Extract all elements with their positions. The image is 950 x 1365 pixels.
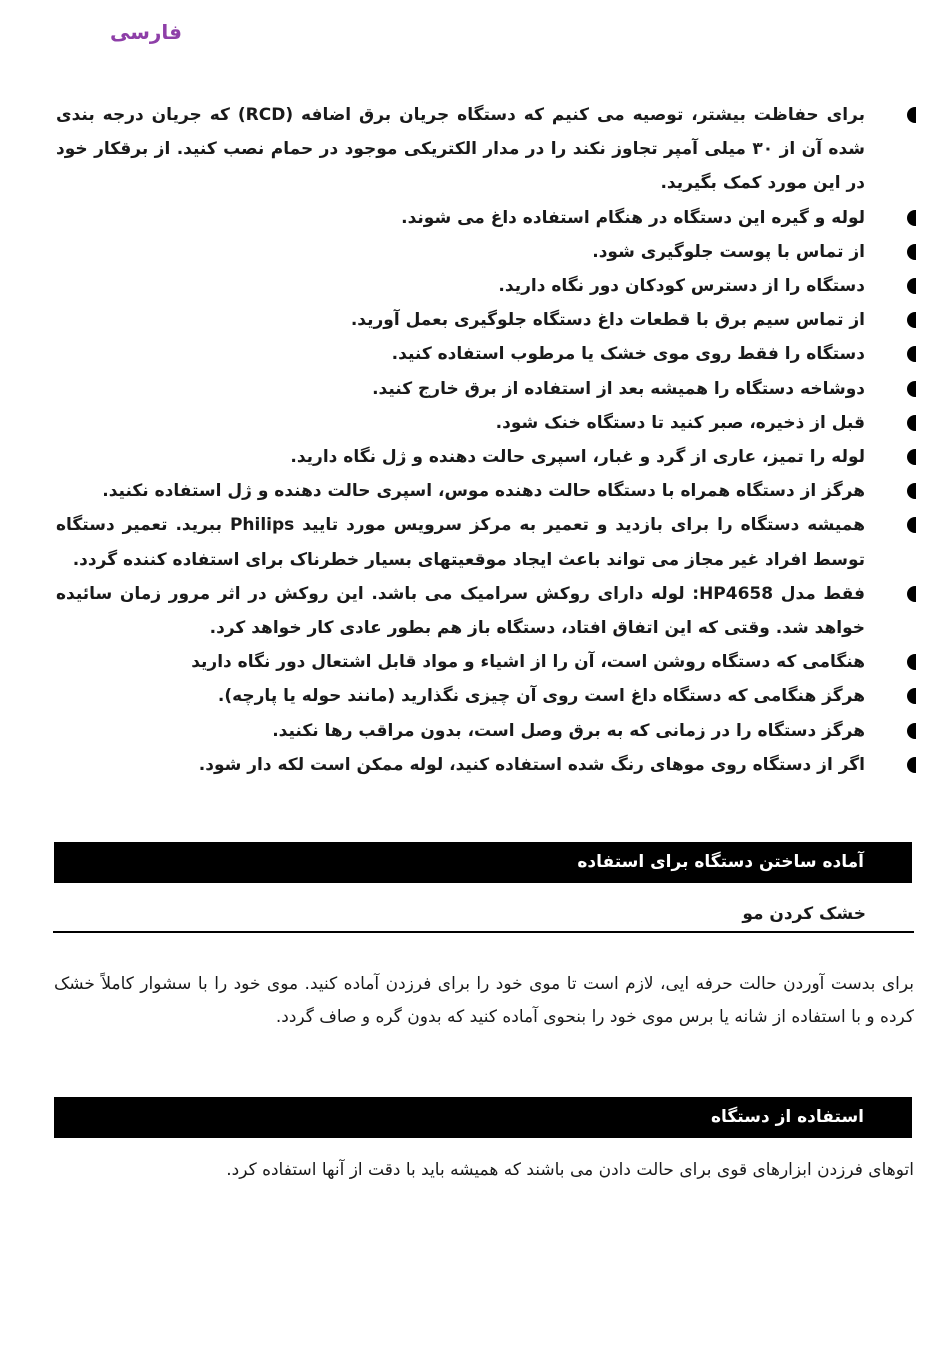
list-item: همیشه دستگاه را برای بازدید و تعمیر به مرکز سرویس مورد تایید Philips ببرید. تعمیر دستگاه توسط افراد غیر مجاز می تواند باعث ایجاد موقعیتهای بسیار خطرناک برای استفاده کننده گردد. <box>56 508 916 576</box>
language-label: فارسی <box>110 20 183 44</box>
list-item: هنگامی که دستگاه روشن است، آن را از اشیاء و مواد قابل اشتعال دور نگاه دارید <box>56 645 916 679</box>
use-paragraph: اتوهای فرزدن ابزارهای قوی برای حالت دادن می باشند که همیشه باید با دقت از آنها استفاده کرد. <box>226 1160 914 1180</box>
bullet-icon <box>907 586 916 602</box>
bullet-icon <box>907 244 916 260</box>
bullet-icon <box>907 517 916 533</box>
bullet-icon <box>907 278 916 294</box>
list-item: لوله و گیره این دستگاه در هنگام استفاده داغ می شوند. <box>56 201 916 235</box>
drying-paragraph: برای بدست آوردن حالت حرفه ایی، لازم است تا موی خود را برای فرزدن آماده کنید. موی خود را با سشوار کاملاً خشک کرده و با استفاده از شانه یا برس موی خود را بنحوی آماده کنید که بدون گره و صاف گردد. <box>54 974 914 1027</box>
list-item: دستگاه را فقط روی موی خشک یا مرطوب استفاده کنید. <box>56 337 916 371</box>
section-heading-use: استفاده از دستگاه <box>54 1097 912 1138</box>
list-item: برای حفاظت بیشتر، توصیه می کنیم که دستگاه جریان برق اضافه (RCD) که جریان درجه بندی شده آن از ۳۰ میلی آمپر تجاوز نکند را در مدار الکتریکی موجود در حمام نصب کنید. از برقکار خود در این مورد کمک بگیرید. <box>56 98 916 201</box>
bullet-icon <box>907 381 916 397</box>
list-item: دستگاه را از دسترس کودکان دور نگاه دارید. <box>56 269 916 303</box>
list-item: اگر از دستگاه روی موهای رنگ شده استفاده کنید، لوله ممکن است لکه دار شود. <box>56 748 916 782</box>
list-item: دوشاخه دستگاه را همیشه بعد از استفاده از برق خارج کنید. <box>56 372 916 406</box>
bullet-icon <box>907 210 916 226</box>
list-item: هرگز از دستگاه همراه با دستگاه حالت دهنده موس، اسپری حالت دهنده و ژل استفاده نکنید. <box>56 474 916 508</box>
safety-warnings-list <box>56 98 916 782</box>
bullet-icon <box>907 107 916 123</box>
subsection-heading-drying: خشک کردن مو <box>53 900 914 933</box>
section-heading-prepare: آماده ساختن دستگاه برای استفاده <box>54 842 912 883</box>
bullet-icon <box>907 449 916 465</box>
bullet-icon <box>907 757 916 773</box>
list-item: قبل از ذخیره، صبر کنید تا دستگاه خنک شود. <box>56 406 916 440</box>
bullet-icon <box>907 346 916 362</box>
list-item: از تماس سیم برق با قطعات داغ دستگاه جلوگیری بعمل آورید. <box>56 303 916 337</box>
bullet-icon <box>907 312 916 328</box>
list-item: لوله را تمیز، عاری از گرد و غبار، اسپری حالت دهنده و ژل نگاه دارید. <box>56 440 916 474</box>
bullet-icon <box>907 415 916 431</box>
list-item: هرگز دستگاه را در زمانی که به برق وصل است، بدون مراقب رها نکنید. <box>56 714 916 748</box>
list-item: فقط مدل HP4658: لوله دارای روکش سرامیک می باشد. این روکش در اثر مرور زمان سائیده خواهد شد. وقتی که این اتفاق افتاد، دستگاه باز هم بطور عادی کار خواهد کرد. <box>56 577 916 645</box>
bullet-icon <box>907 483 916 499</box>
bullet-icon <box>907 688 916 704</box>
bullet-icon <box>907 723 916 739</box>
list-item: از تماس با پوست جلوگیری شود. <box>56 235 916 269</box>
bullet-icon <box>907 654 916 670</box>
list-item: هرگز هنگامی که دستگاه داغ است روی آن چیزی نگذارید (مانند حوله یا پارچه). <box>56 679 916 713</box>
